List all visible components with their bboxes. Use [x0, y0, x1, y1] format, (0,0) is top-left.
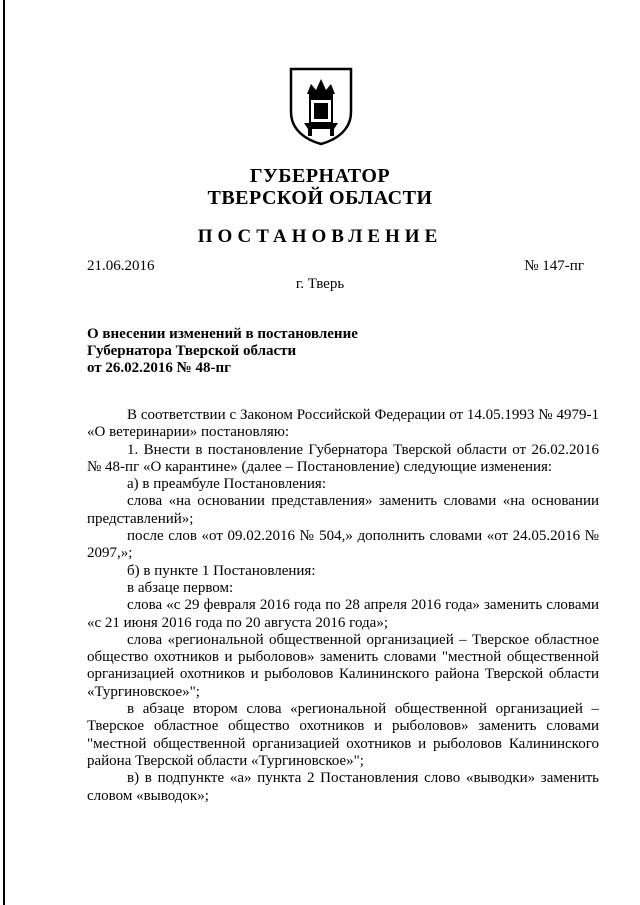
body-paragraph: слова «региональной общественной организацией – Тверское областное общество охотников и рыболовов» заменить словами "местной общественной организацией охотников и рыболовов Калининского района Тверской области «Тургиновское»";: [87, 631, 599, 700]
issuer-title-line1: ГУБЕРНАТОР: [249, 165, 391, 187]
subject-line: О внесении изменений в постановление: [87, 326, 358, 342]
scan-edge-line: [3, 0, 5, 905]
subject-line: Губернатора Тверской области: [87, 343, 297, 359]
body-paragraph: 1. Внести в постановление Губернатора Тверской области от 26.02.2016 № 48-пг «О карантине» (далее – Постановление) следующие изменения:: [87, 441, 599, 475]
issuer-title-line2: ТВЕРСКОЙ ОБЛАСТИ: [207, 187, 433, 209]
document-subject: [87, 326, 387, 377]
document-body: [87, 407, 599, 805]
document-city: г. Тверь: [295, 276, 345, 292]
document-number: № 147-пг: [524, 258, 584, 274]
body-paragraph: В соответствии с Законом Российской Федерации от 14.05.1993 № 4979-1 «О ветеринарии» постановляю:: [87, 407, 599, 441]
document-type: ПОСТАНОВЛЕНИЕ: [197, 226, 443, 247]
body-paragraph: б) в пункте 1 Постановления:: [127, 562, 316, 579]
body-paragraph: слова «с 29 февраля 2016 года по 28 апреля 2016 года» заменить словами «с 21 июня 2016 года по 20 августа 2016 года»;: [87, 597, 599, 631]
document-date: 21.06.2016: [87, 258, 155, 274]
body-paragraph: в абзаце втором слова «региональной общественной организацией – Тверское областное общество охотников и рыболовов» заменить словами "местной общественной организацией охотников и рыболовов Калининского района Тверской области «Тургиновское»";: [87, 701, 599, 769]
body-paragraph: после слов «от 09.02.2016 № 504,» дополнить словами «от 24.05.2016 № 2097,»;: [87, 528, 599, 562]
tver-coat-of-arms-icon: [288, 66, 354, 146]
body-paragraph: слова «на основании представления» заменить словами «на основании представлений»;: [87, 493, 599, 527]
body-paragraph: а) в преамбуле Постановления:: [127, 476, 326, 493]
body-paragraph: в абзаце первом:: [127, 579, 234, 596]
body-paragraph: в) в подпункте «а» пункта 2 Постановления слово «выводки» заменить словом «выводок»;: [87, 770, 599, 804]
subject-line: от 26.02.2016 № 48-пг: [87, 360, 231, 376]
